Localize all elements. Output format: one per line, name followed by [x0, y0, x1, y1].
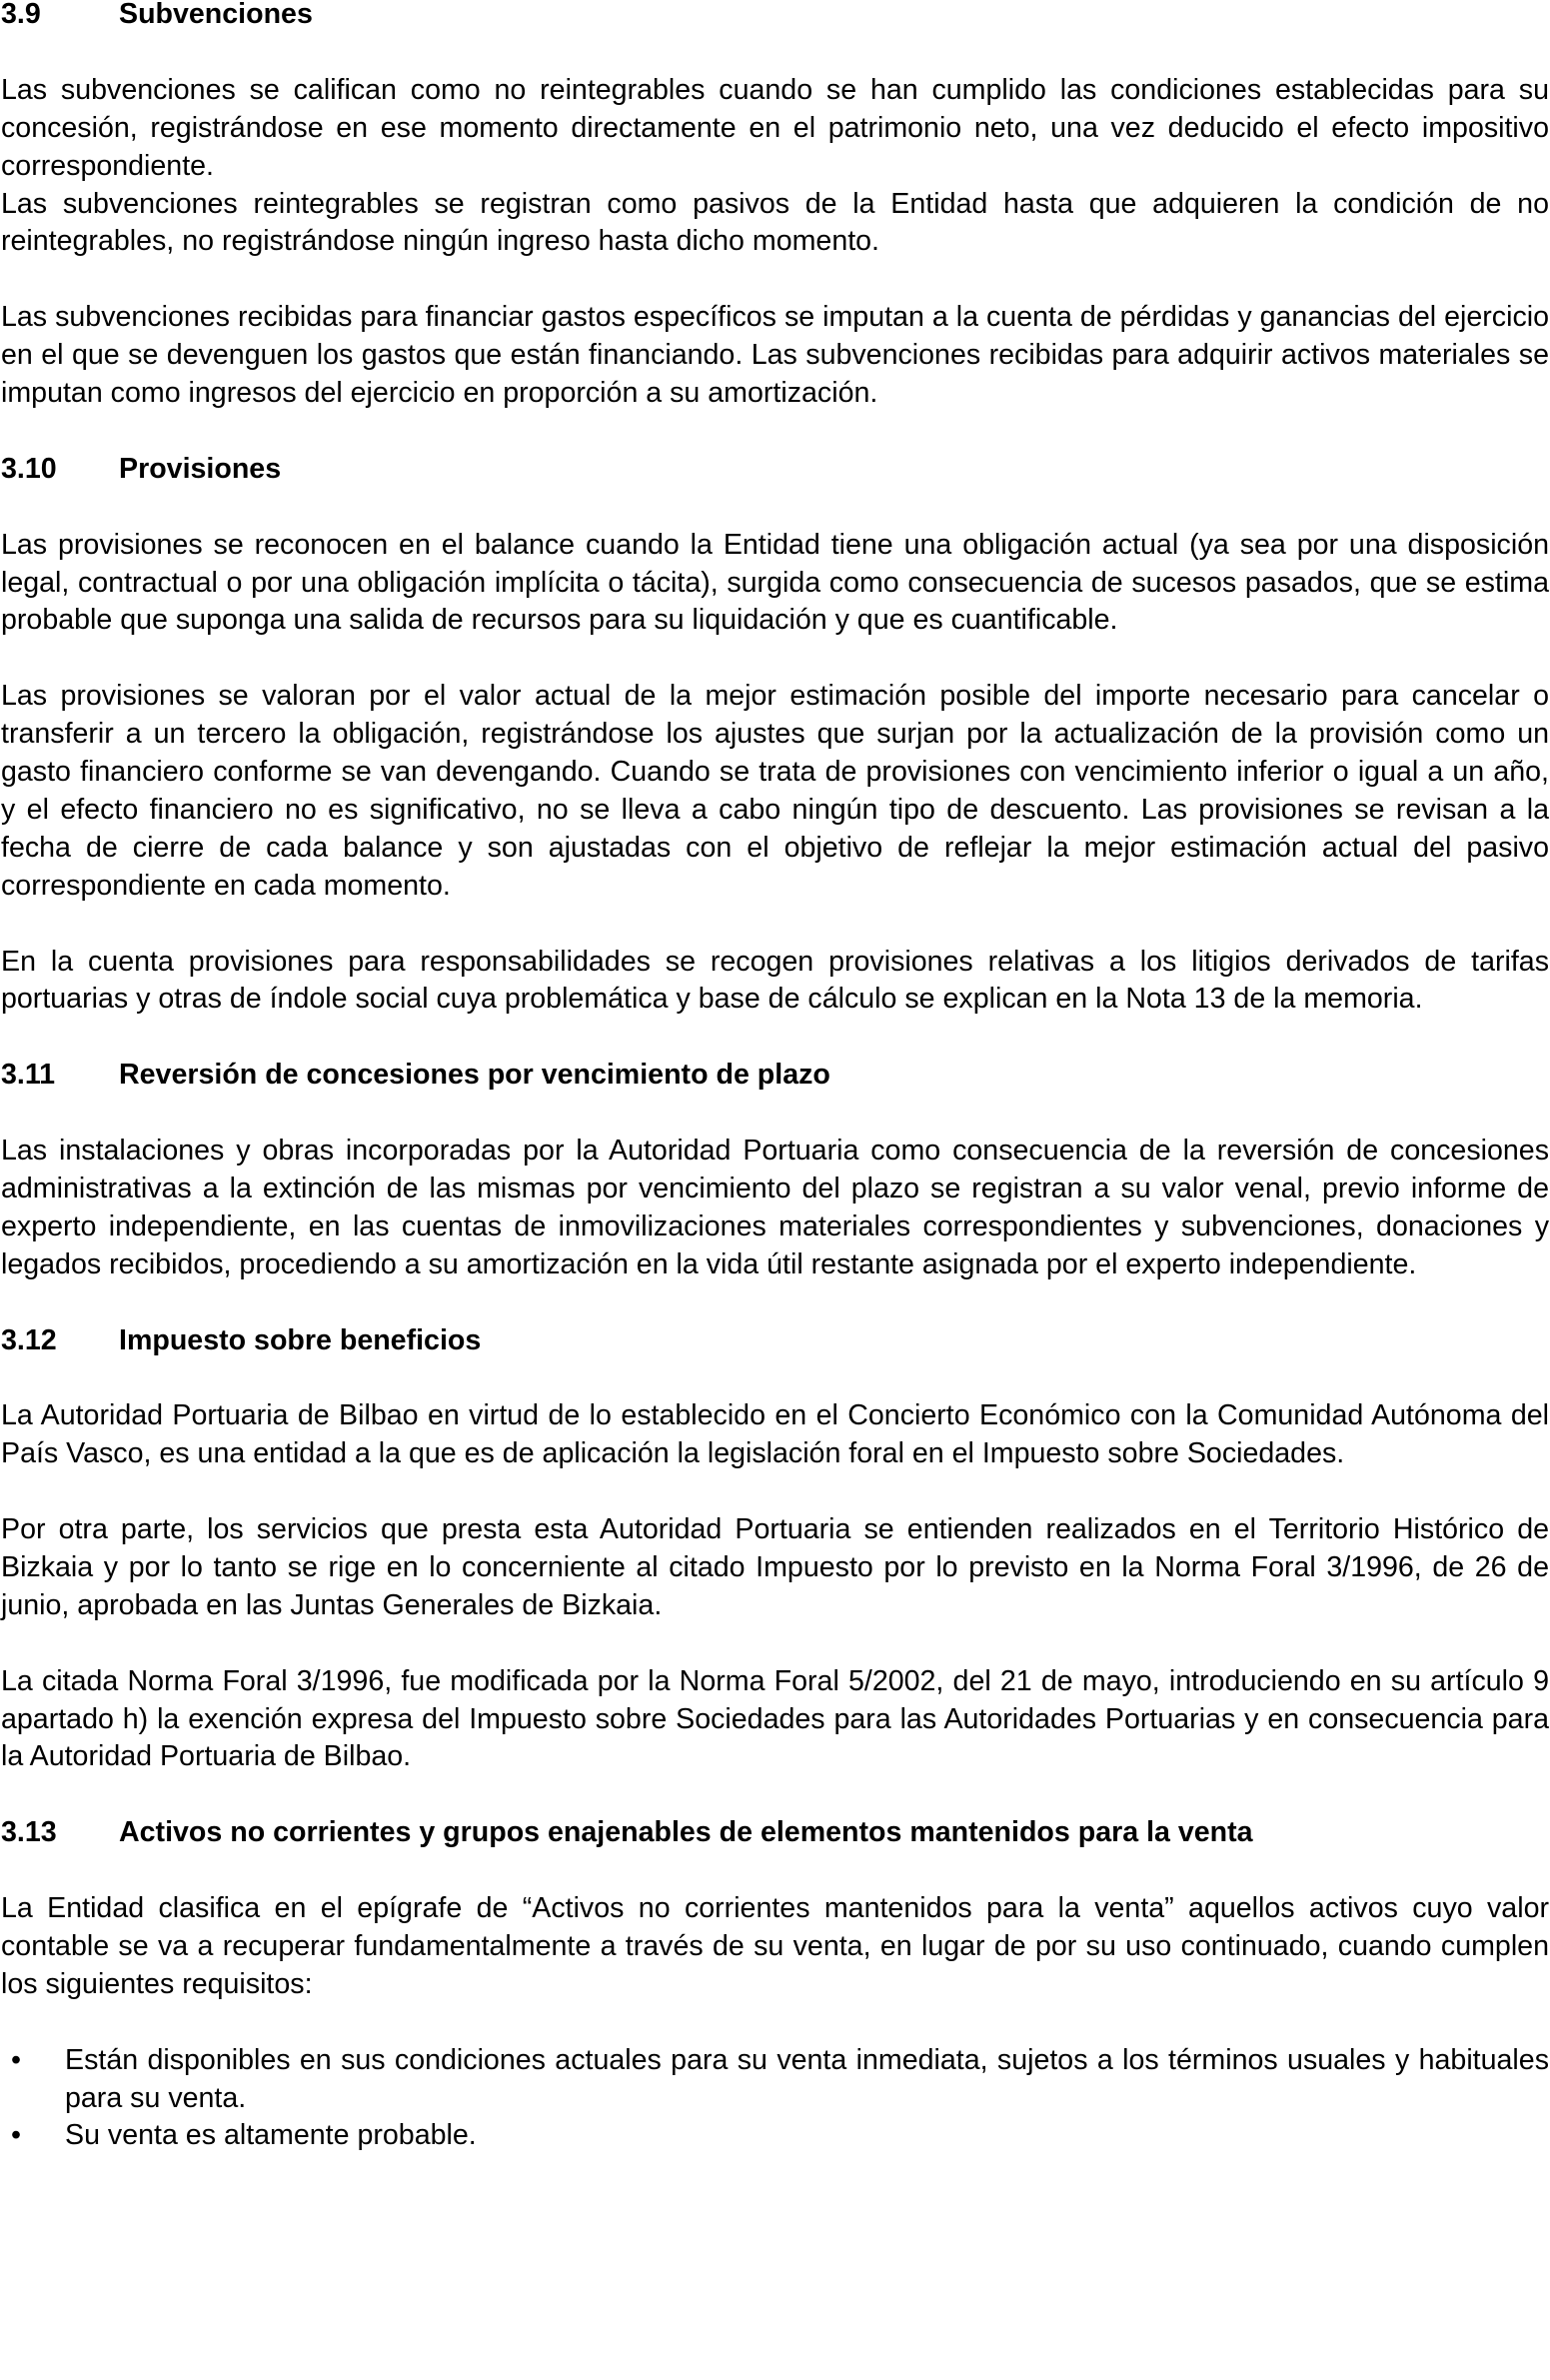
- section-title: Impuesto sobre beneficios: [119, 1323, 482, 1356]
- paragraph: Las subvenciones recibidas para financiar gastos específicos se imputan a la cuenta de pérdidas y ganancias del ejercicio en el que se devenguen los gastos que están financiando. Las subvenciones recibidas para adquirir activos materiales se imputan como ingresos del ejercicio en proporción a su amortización.: [1, 301, 1549, 410]
- section-number: 3.10: [1, 452, 57, 485]
- paragraph: Por otra parte, los servicios que presta esta Autoridad Portuaria se entienden realizados en el Territorio Histórico de Bizkaia y por lo tanto se rige en lo concerniente al citado Impuesto por lo previsto en la Norma Foral 3/1996, de 26 de junio, aprobada en las Juntas Generales de Bizkaia.: [1, 1513, 1549, 1621]
- section-title: Reversión de concesiones por vencimiento de plazo: [119, 1059, 830, 1092]
- list-item: [11, 2117, 1549, 2155]
- section-number: 3.11: [1, 1059, 56, 1092]
- list-item: [11, 2042, 1549, 2118]
- section-heading-3-11: [1, 1057, 1549, 1095]
- section-heading-3-13: [1, 1814, 1549, 1852]
- bullet-icon: •: [11, 2119, 22, 2152]
- section-number: 3.12: [1, 1323, 57, 1356]
- paragraph: Las provisiones se valoran por el valor actual de la mejor estimación posible del importe necesario para cancelar o transferir a un tercero la obligación, registrándose los ajustes que surjan por la actualización de la provisión como un gasto financiero conforme se van devengando. Cuando se trata de provisiones con vencimiento inferior o igual a un año, y el efecto financiero no es significativo, no se lleva a cabo ningún tipo de descuento. Las provisiones se revisan a la fecha de cierre de cada balance y son ajustadas con el objetivo de reflejar la mejor estimación actual del pasivo correspondiente en cada momento.: [1, 680, 1549, 902]
- section-title: Activos no corrientes y grupos enajenables de elementos mantenidos para la venta: [119, 1816, 1253, 1849]
- paragraph: En la cuenta provisiones para responsabilidades se recogen provisiones relativas a los litigios derivados de tarifas portuarias y otras de índole social cuya problemática y base de cálculo se explican en la Nota 13 de la memoria.: [1, 945, 1549, 1016]
- paragraph: La Entidad clasifica en el epígrafe de “Activos no corrientes mantenidos para la venta” aquellos activos cuyo valor contable se va a recuperar fundamentalmente a través de su venta, en lugar de por su uso continuado, cuando cumplen los siguientes requisitos:: [1, 1892, 1549, 2000]
- section-heading-3-9: [1, 0, 1549, 34]
- bullet-icon: •: [11, 2043, 22, 2076]
- paragraph: Las instalaciones y obras incorporadas por la Autoridad Portuaria como consecuencia de la reversión de concesiones administrativas a la extinción de las mismas por vencimiento del plazo se registran a su valor venal, previo informe de experto independiente, en las cuentas de inmovilizaciones materiales correspondientes y subvenciones, donaciones y legados recibidos, procediendo a su amortización en la vida útil restante asignada por el experto independiente.: [1, 1135, 1549, 1280]
- section-number: 3.9: [1, 0, 41, 30]
- requirements-list: [1, 2042, 1549, 2156]
- section-heading-3-12: [1, 1322, 1549, 1360]
- section-title: Subvenciones: [119, 0, 313, 30]
- section-title: Provisiones: [119, 452, 282, 485]
- section-heading-3-10: [1, 451, 1549, 489]
- paragraph: La Autoridad Portuaria de Bilbao en virtud de lo establecido en el Concierto Económico con la Comunidad Autónoma del País Vasco, es una entidad a la que es de aplicación la legislación foral en el Impuesto sobre Sociedades.: [1, 1399, 1549, 1470]
- list-item-text: Su venta es altamente probable.: [65, 2119, 477, 2152]
- paragraph: Las subvenciones reintegrables se registran como pasivos de la Entidad hasta que adquieren la condición de no reintegrables, no registrándose ningún ingreso hasta dicho momento.: [1, 187, 1549, 258]
- paragraph: Las subvenciones se califican como no reintegrables cuando se han cumplido las condiciones establecidas para su concesión, registrándose en ese momento directamente en el patrimonio neto, una vez deducido el efecto impositivo correspondiente.: [1, 73, 1549, 182]
- paragraph: Las provisiones se reconocen en el balance cuando la Entidad tiene una obligación actual (ya sea por una disposición legal, contractual o por una obligación implícita o tácita), surgida como consecuencia de sucesos pasados, que se estima probable que suponga una salida de recursos para su liquidación y que es cuantificable.: [1, 528, 1549, 637]
- section-number: 3.13: [1, 1816, 57, 1849]
- list-item-text: Están disponibles en sus condiciones actuales para su venta inmediata, sujetos a los términos usuales y habituales para su venta.: [65, 2043, 1549, 2114]
- paragraph: La citada Norma Foral 3/1996, fue modificada por la Norma Foral 5/2002, del 21 de mayo, introduciendo en su artículo 9 apartado h) la exención expresa del Impuesto sobre Sociedades para las Autoridades Portuarias y en consecuencia para la Autoridad Portuaria de Bilbao.: [1, 1664, 1549, 1773]
